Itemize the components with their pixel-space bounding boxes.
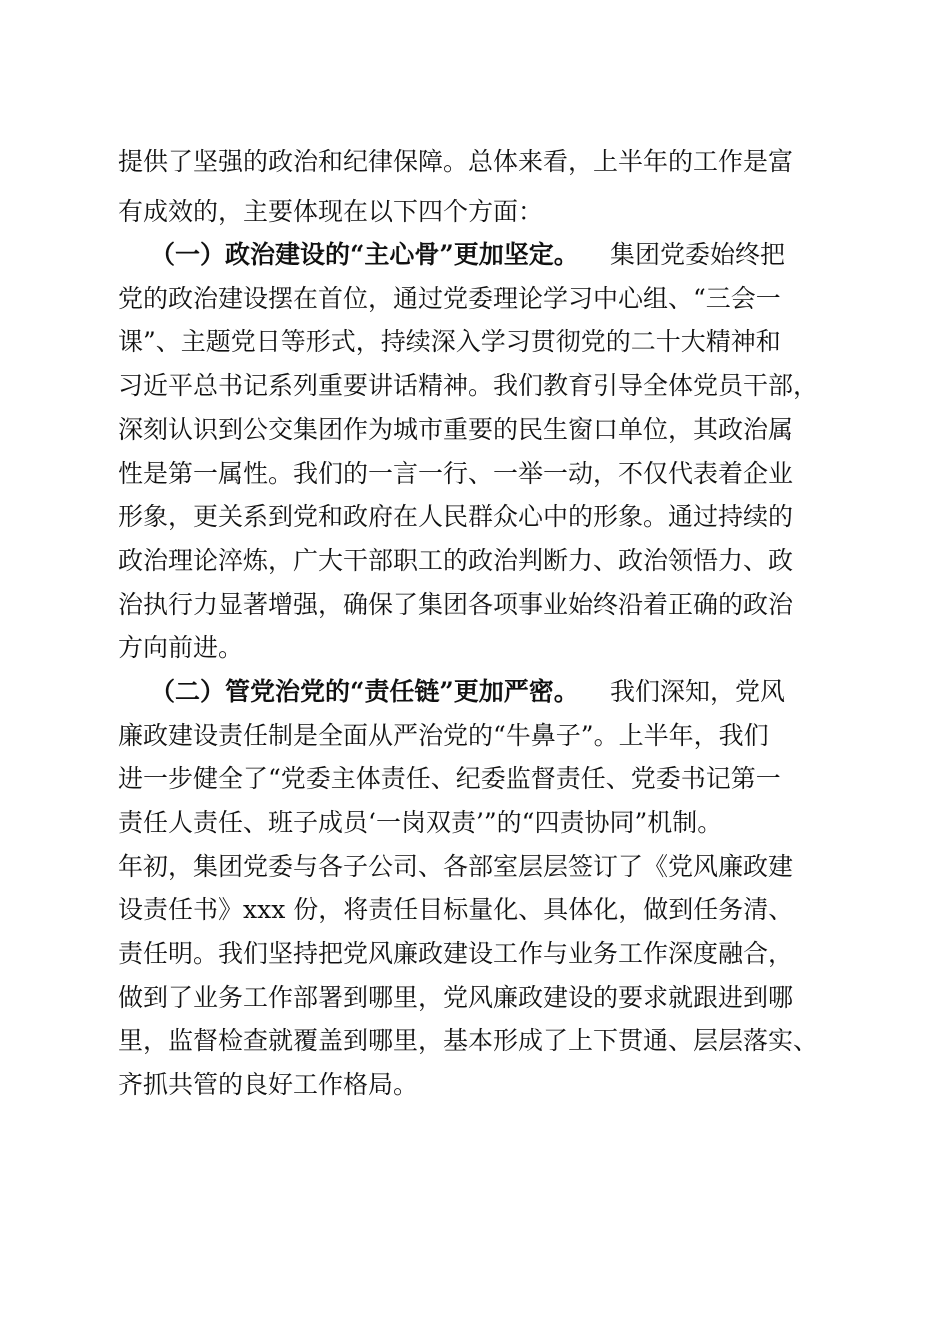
text-line <box>0 236 950 274</box>
text-line <box>0 143 950 181</box>
paragraph-text: 里，监督检查就覆盖到哪里，基本形成了上下贯通、层层落实、 <box>118 1026 819 1055</box>
paragraph-text: 责任明。我们坚持把党风廉政建设工作与业务工作深度融合， <box>118 939 794 968</box>
paragraph-text: 深刻认识到公交集团作为城市重要的民生窗口单位，其政治属 <box>118 415 794 444</box>
paragraph-text: 治执行力显著增强，确保了集团各项事业始终沿着正确的政治 <box>118 590 794 619</box>
paragraph-text: 进一步健全了“党委主体责任、纪委监督责任、党委书记第一 <box>118 764 781 793</box>
paragraph-text: 有成效的，主要体现在以下四个方面： <box>118 197 544 226</box>
paragraph-text: 政治理论淬炼，广大干部职工的政治判断力、政治领悟力、政 <box>118 546 794 575</box>
text-line <box>0 1022 950 1060</box>
text-line <box>0 629 950 667</box>
text-line <box>0 280 950 318</box>
paragraph-text: 集团党委始终把 <box>610 240 786 269</box>
text-line <box>0 323 950 361</box>
paragraph-text: 设责任书》xxx 份，将责任目标量化、具体化，做到任务清、 <box>118 895 794 924</box>
section-heading-2: （二）管党治党的“责任链”更加严密。 <box>150 677 579 706</box>
text-line <box>0 455 950 493</box>
paragraph-text: 方向前进。 <box>118 633 244 662</box>
text-line <box>0 891 950 929</box>
paragraph-text: 习近平总书记系列重要讲话精神。我们教育引导全体党员干部， <box>118 371 819 400</box>
text-line <box>0 367 950 405</box>
text-line <box>0 498 950 536</box>
text-line <box>0 542 950 580</box>
paragraph-text: 廉政建设责任制是全面从严治党的“牛鼻子”。上半年，我们 <box>118 721 769 750</box>
paragraph-text: 责任人责任、班子成员‘一岗双责’”的“四责协同”机制。 <box>118 808 723 837</box>
text-line <box>0 411 950 449</box>
text-line <box>0 1066 950 1104</box>
text-line <box>0 586 950 624</box>
paragraph-text: 形象，更关系到党和政府在人民群众心中的形象。通过持续的 <box>118 502 794 531</box>
text-line <box>0 193 950 231</box>
text-line <box>0 804 950 842</box>
paragraph-text: 我们深知，党风 <box>610 677 786 706</box>
text-line <box>0 673 950 711</box>
paragraph-text: 党的政治建设摆在首位，通过党委理论学习中心组、“三会一 <box>118 284 781 313</box>
text-line <box>0 760 950 798</box>
paragraph-text: 年初，集团党委与各子公司、各部室层层签订了《党风廉政建 <box>118 852 794 881</box>
paragraph-text: 齐抓共管的良好工作格局。 <box>118 1070 419 1099</box>
paragraph-text: 提供了坚强的政治和纪律保障。总体来看，上半年的工作是富 <box>118 147 794 176</box>
text-line <box>0 848 950 886</box>
text-line <box>0 717 950 755</box>
text-line <box>0 935 950 973</box>
paragraph-text: 做到了业务工作部署到哪里，党风廉政建设的要求就跟进到哪 <box>118 983 794 1012</box>
paragraph-text: 性是第一属性。我们的一言一行、一举一动，不仅代表着企业 <box>118 459 794 488</box>
section-heading-1: （一）政治建设的“主心骨”更加坚定。 <box>150 240 579 269</box>
text-line <box>0 979 950 1017</box>
paragraph-text: 课”、主题党日等形式，持续深入学习贯彻党的二十大精神和 <box>118 327 781 356</box>
